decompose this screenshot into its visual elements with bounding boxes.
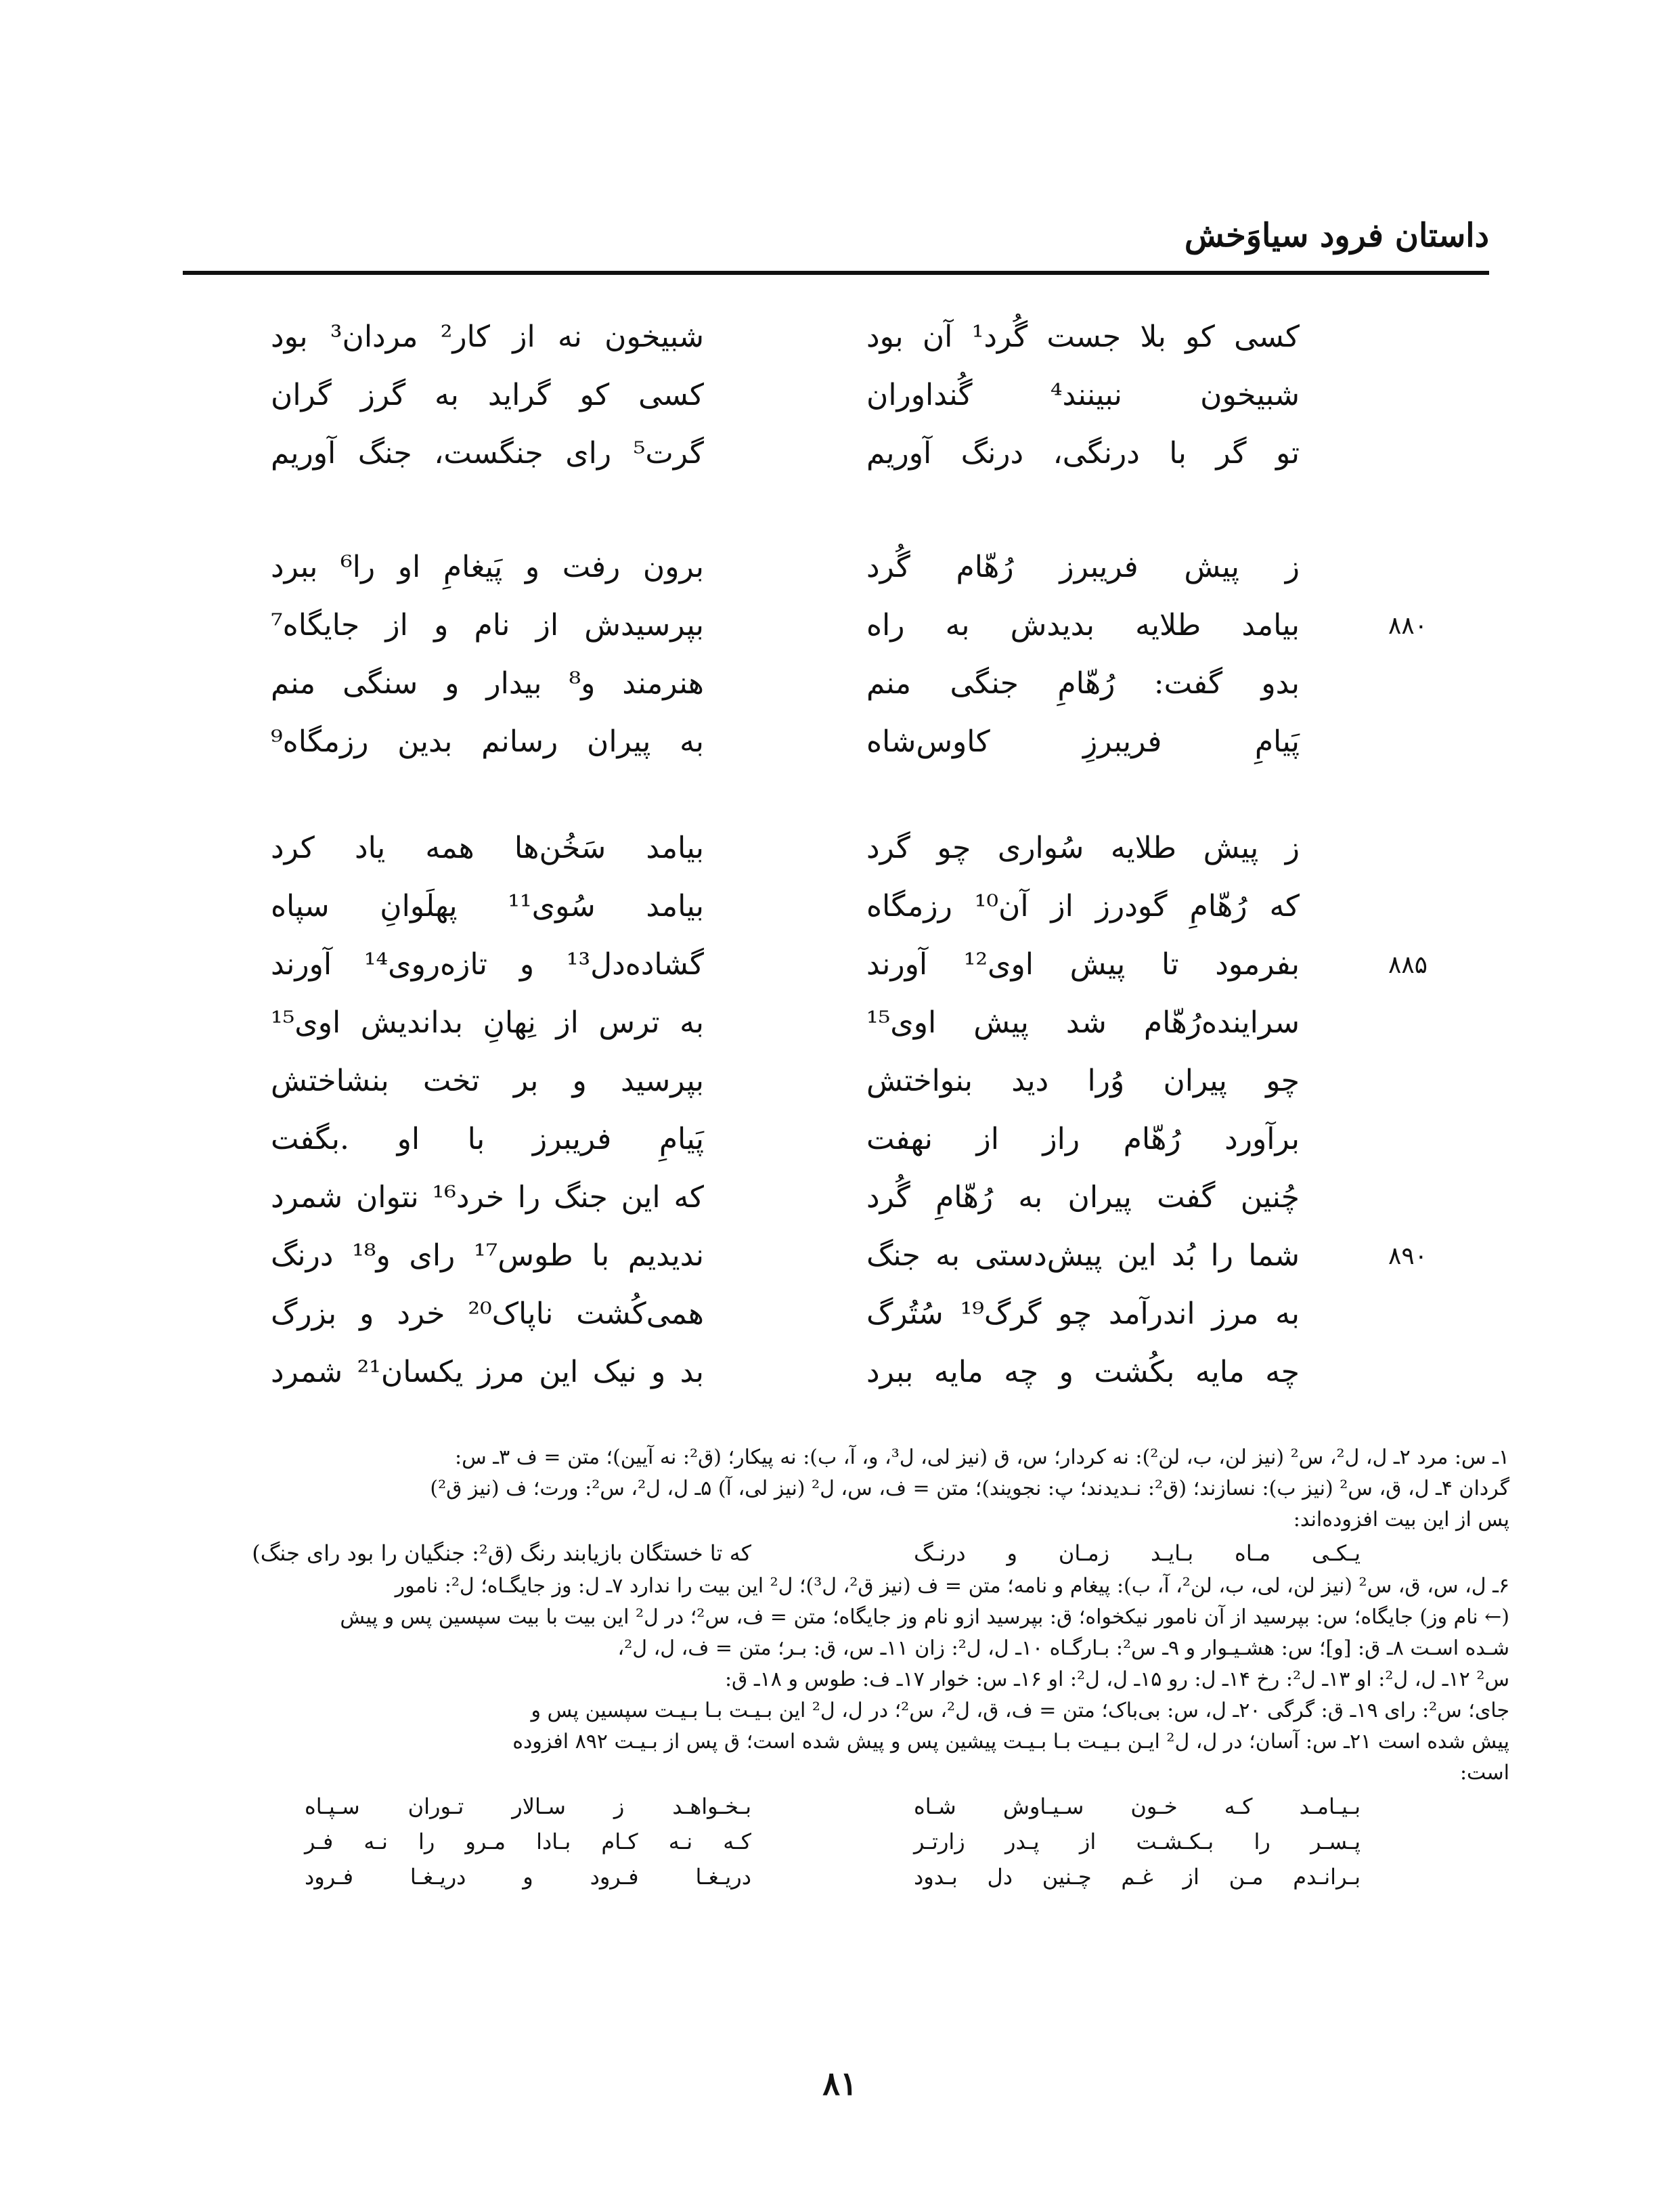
hemistich-second: شبیخون نه از کار² مردان³ بود	[271, 320, 705, 354]
footnote-line: ۶ـ ل، س، ق، س² (نیز لن، لی، ب، لن²، آ، ب): پیغام و نامه؛ متن = ف (نیز ق²، ل³)؛ ل² این بیت را ندارد ۷ـ ل: وز جایگـاه؛ ل²: نامور	[395, 1574, 1509, 1598]
couplet	[271, 713, 1300, 771]
hemistich-first: بـرانـدم مـن از غـم چـنین دل بـدود	[914, 1864, 1361, 1890]
hemistich-first: چُنین گفت پیران به رُهّامِ گُرد	[866, 1180, 1300, 1215]
hemistich-first: که رُهّامِ گودرز از آن¹⁰ رزمگاه	[866, 889, 1300, 923]
header-rule	[183, 271, 1489, 275]
hemistich-second: دریـغـا فـرود و دریـغـا فـرود	[305, 1864, 751, 1890]
hemistich-second: بد و نیک این مرز یکسان²¹ شمرد	[271, 1355, 704, 1389]
footnote-line: گردان ۴ـ ل، ق، س² (نیز ب): نسازند؛ (ق²: نـدیدند؛ پ: نجویند)؛ متن = ف، س، ل² (نیز لی، آ) ۵ـ ل، ل²، س²: ورت؛ ف (نیز ق²)	[430, 1477, 1509, 1500]
hemistich-first: تو گر با درنگی، درنگ آوریم	[866, 436, 1300, 471]
footnote-inserted-verse	[156, 1536, 1509, 1571]
footnote-line: پس از این بیت افزوده‌اند:	[1293, 1508, 1509, 1531]
hemistich-first: ز پیش طلایه سُواری چو گرد	[866, 831, 1300, 865]
footnote-line: شـده اسـت ۸ـ ق: [و]؛ س: هشـیـوار و ۹ـ س²: بـارگـاه ۱۰ـ ل، ل²: زان ۱۱ـ س، ق: بـر؛ متن = ف، ل، ل²،	[617, 1636, 1509, 1660]
hemistich-first: پـسـر را بـکـشـت از پـدر زارتـر	[914, 1829, 1361, 1854]
hemistich-first: شما را بُد این پیش‌دستی به جنگ	[866, 1238, 1300, 1273]
footnote-line: (← نام وز) جایگاه؛ س: بپرسید از آن نامور نیکخواه؛ ق: بپرسید ازو نام وز جایگاه؛ متن = ف، س²؛ در ل² این بیت با بیت سپسین پس و پیش	[340, 1605, 1509, 1629]
couplet	[271, 994, 1300, 1052]
hemistich-first: بفرمود تا پیش اوی¹² آورند	[866, 947, 1300, 982]
hemistich-second: بـخـواهـد ز سـالار تـوران سـپـاه	[305, 1793, 751, 1819]
couplet	[271, 819, 1300, 877]
couplet	[271, 1110, 1300, 1169]
hemistich-second: کسی کو گراید به گرز گران	[271, 378, 704, 412]
footnote-inserted-verse	[156, 1859, 1509, 1894]
couplet	[271, 1227, 1428, 1285]
hemistich-second: ندیدیم با طوس¹⁷ رای و¹⁸ درنگ	[271, 1238, 704, 1273]
footnote-inserted-verse	[156, 1789, 1509, 1824]
footnote-line: س² ۱۲ـ ل، ل²: او ۱۳ـ ل²: رخ ۱۴ـ ل: رو ۱۵ـ ل، ل²: او ۱۶ـ س: خوار ۱۷ـ ف: طوس و ۱۸ـ ق:	[724, 1668, 1509, 1691]
couplet	[271, 596, 1428, 655]
hemistich-second: کـه نـه کـام بـادا مـرو را نـه فـر	[305, 1829, 751, 1854]
page-number: ۸۱	[822, 2065, 858, 2103]
hemistich-first: پَیامِ فریبرزِ کاوس‌شاه	[866, 724, 1300, 759]
couplet	[271, 1052, 1300, 1110]
hemistich-first: بدو گفت: رُهّامِ جنگی منم	[866, 666, 1300, 701]
hemistich-second: که این جنگ را خرد¹⁶ نتوان شمرد	[271, 1180, 704, 1215]
verse-block-2	[271, 538, 1428, 771]
hemistich-first: چو پیران وُرا دید بنواختش	[866, 1064, 1300, 1098]
hemistich-second: همی‌کُشت ناپاک²⁰ خرد و بزرگ	[271, 1297, 705, 1331]
hemistich-first: یـکـی مـاه بـایـد زمـان و درنـگ	[914, 1540, 1361, 1566]
couplet	[271, 877, 1300, 936]
hemistich-first: سراینده‌رُهّام شد پیش اوی¹⁵	[866, 1005, 1300, 1040]
hemistich-second: بپرسید و بر تخت بنشاختش	[271, 1064, 704, 1098]
line-number: ۸۸۰	[1388, 611, 1428, 640]
hemistich-second: هنرمند و⁸ بیدار و سنگی منم	[271, 666, 705, 701]
couplet	[271, 936, 1428, 994]
couplet	[271, 1343, 1300, 1401]
footnote-line: جای؛ س²: رای ۱۹ـ ق: گرگی ۲۰ـ ل، س: بی‌باک؛ متن = ف، ق، ل²، س²؛ در ل، ل² این بـیـت بـا بـیـت سپسین پس و	[531, 1699, 1509, 1722]
hemistich-first: بیامد طلایه بدیدش به راه	[866, 608, 1300, 643]
hemistich-second: به پیران رسانم بدین رزمگاه⁹	[271, 724, 704, 759]
footnote-line: است:	[1459, 1761, 1509, 1785]
hemistich-first: برآورد رُهّام راز از نهفت	[866, 1122, 1300, 1156]
hemistich-second: که تا خستگان بازیابند رنگ (ق²: جنگیان را بود رای جنگ)	[252, 1540, 751, 1566]
hemistich-second: پَیامِ فریبرز با او .بگفت	[271, 1122, 704, 1156]
verse-block-1	[271, 308, 1300, 483]
footnote-line: ۱ـ س: مرد ۲ـ ل، ل²، س² (نیز لن، ب، لن²): نه کردار؛ س، ق (نیز لی، ل³، و، آ، ب): نه پیکار؛ (ق²: نه آیین)؛ متن = ف ۳ـ س:	[455, 1445, 1509, 1469]
hemistich-first: ز پیش فریبرز رُهّام گُرد	[866, 550, 1300, 584]
hemistich-first: به مرز اندرآمد چو گرگ¹⁹ سُتُرگ	[866, 1297, 1300, 1331]
hemistich-first: شبیخون نبینند⁴ گُنداوران	[866, 378, 1300, 412]
couplet	[271, 366, 1300, 424]
couplet	[271, 655, 1300, 713]
hemistich-second: برون رفت و پَیغامِ او را⁶ ببرد	[271, 550, 704, 584]
hemistich-first: بـیـامـد کـه خـون سـیـاوش شـاه	[914, 1793, 1361, 1819]
line-number: ۸۹۰	[1388, 1242, 1428, 1270]
hemistich-second: گشاده‌دل¹³ و تازه‌روی¹⁴ آورند	[271, 947, 704, 982]
footnote-inserted-verse	[156, 1824, 1509, 1859]
line-number: ۸۸۵	[1388, 951, 1428, 979]
hemistich-second: بپرسیدش از نام و از جایگاه⁷	[271, 608, 704, 643]
footnote-line: پیش شده است ۲۱ـ س: آسان؛ در ل، ل² ایـن بـیـت بـا بـیـت پیشین پس و پیش شده است؛ ق پس از بـیـت ۸۹۲ افزوده	[512, 1730, 1509, 1754]
footnotes	[156, 1442, 1509, 1894]
couplet	[271, 308, 1300, 366]
couplet	[271, 538, 1300, 596]
couplet	[271, 1285, 1300, 1343]
hemistich-second: بیامد سَخُن‌ها همه یاد کرد	[271, 831, 704, 865]
verse-block-3	[271, 819, 1428, 1401]
couplet	[271, 1169, 1300, 1227]
running-title: داستان فرود سیاوَخش	[1184, 217, 1489, 255]
hemistich-second: به ترس از نِهانِ بداندیش اوی¹⁵	[271, 1005, 704, 1040]
hemistich-first: چه مایه بکُشت و چه مایه ببرد	[866, 1355, 1300, 1389]
hemistich-first: کسی کو بلا جست گُرد¹ آن بود	[866, 320, 1300, 354]
couplet	[271, 424, 1300, 483]
hemistich-second: گرت⁵ رای جنگست، جنگ آوریم	[271, 436, 704, 471]
hemistich-second: بیامد سُوی¹¹ پهلَوانِ سپاه	[271, 889, 704, 923]
